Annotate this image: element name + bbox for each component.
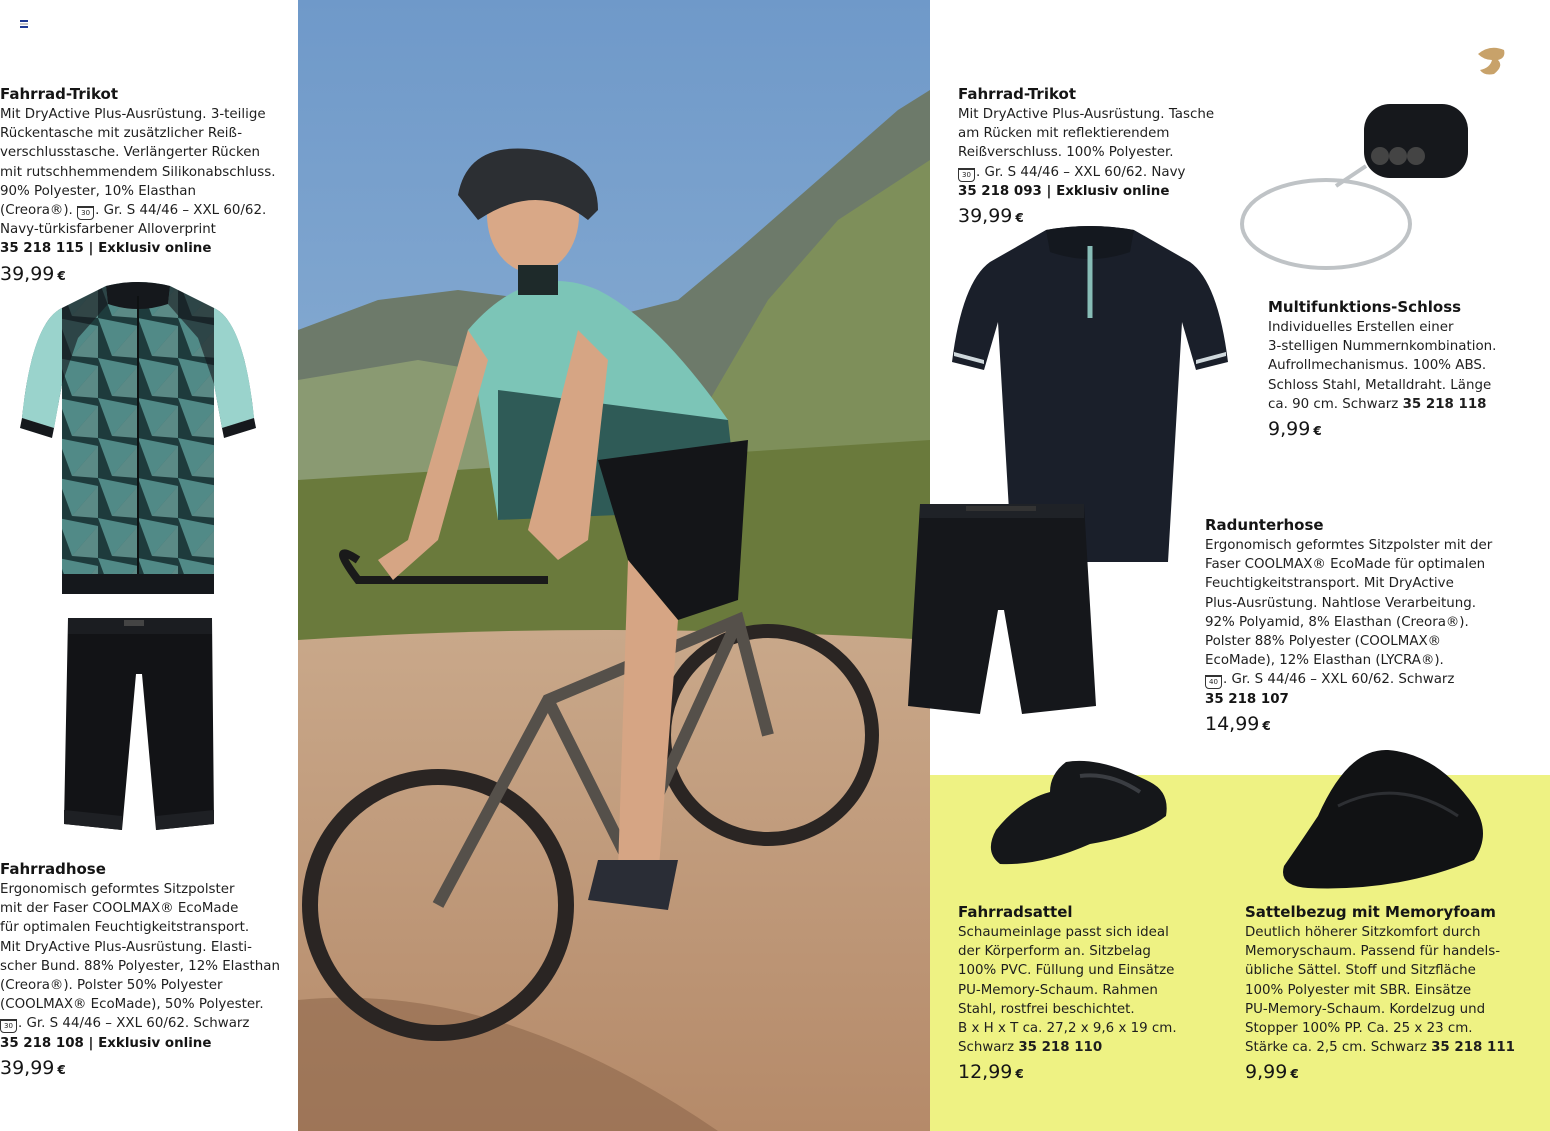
product-sattelbezug-memoryfoam [1245,903,1540,1083]
product-fahrrad-trikot-navy [958,85,1248,227]
product-fahrradsattel [958,903,1228,1083]
exclusive-online-label: Exklusiv online [1056,183,1170,199]
product-description: Mit DryActive Plus-Ausrüstung. Tasche am Rücken mit reflektierendem Reißverschluss. 100% Polyester. 30 . Gr. S 44/46 – XXL 60/62. Navy [958,107,1215,180]
exclusive-online-label: Exklusiv online [98,1035,212,1051]
washing-symbol-icon: 30 [958,168,975,182]
product-description: Ergonomisch geformtes Sitzpolster mit der Faser COOLMAX® EcoMade für optimalen Feuchtigkeitstransport. Mit DryActive Plus-Ausrüstung. Elasti- scher Bund. 88% Polyester, 12% Elasthan (Creora®). Polster 50% Polyester (COOLMAX® EcoMade), 50% Polyester. 30 . Gr. S 44/46 – XXL 60/62. Schwarz [0,882,280,1032]
washing-symbol-icon: 40 [1205,675,1222,689]
product-title: Sattelbezug mit Memoryfoam [1245,903,1496,921]
product-title: Radunterhose [1205,516,1324,534]
washing-symbol-icon: 30 [0,1019,17,1033]
product-fahrradhose [0,860,290,1079]
article-number: 35 218 110 [1018,1040,1103,1056]
article-number: 35 218 093 | Exklusiv online [958,183,1170,199]
language-flag-icon[interactable] [20,20,28,27]
product-description: Ergonomisch geformtes Sitzpolster mit der Faser COOLMAX® EcoMade für optimalen Feuchtigkeitstransport. Mit DryActive Plus-Ausrüstung. Nahtlose Verarbeitung. 92% Polyamid, 8% Elasthan (Creora®). Polster 88% Polyester (COOLMAX® EcoMade), 12% Elasthan (LYCRA®). 40 . Gr. S 44/46 – XXL 60/62. Schwarz [1205,538,1493,688]
memory-foam-saddle-cover-image [1278,746,1488,892]
price: 39,99 € [0,262,66,285]
bicycle-saddle-image [980,752,1172,872]
product-fahrrad-trikot-teal [0,85,290,285]
price: 9,99 € [1245,1061,1299,1084]
product-description: Schaumeinlage passt sich ideal der Körperform an. Sitzbelag 100% PVC. Füllung und Einsätze PU-Memory-Schaum. Rahmen Stahl, rostfrei beschichtet. B x H x T ca. 27,2 x 9,6 x 19 cm. Schwarz 35 218 110 [958,925,1177,1056]
padded-underpants-image [906,500,1098,718]
washing-symbol-icon: 30 [77,206,94,220]
combination-cable-lock-image [1238,96,1474,276]
product-title: Fahrrad-Trikot [0,85,119,103]
product-title: Fahrradsattel [958,903,1073,921]
cycling-shorts-black-image [62,614,217,834]
article-number: 35 218 115 | Exklusiv online [0,241,212,257]
price: 39,99 € [958,205,1024,228]
product-multifunktions-schloss [1268,298,1538,440]
tchibo-coffee-bean-logo-icon[interactable] [1470,40,1510,80]
price: 39,99 € [0,1056,66,1079]
cycling-jersey-teal-image [18,278,258,600]
price: 12,99 € [958,1061,1024,1084]
product-title: Fahrradhose [0,860,106,878]
product-title: Fahrrad-Trikot [958,85,1077,103]
product-description: Mit DryActive Plus-Ausrüstung. 3-teilige Rückentasche mit zusätzlicher Reiß- verschlusstasche. Verlängerter Rücken mit rutschhemmendem Silikonabschluss. 90% Polyester, 10% Elasthan (Creora®). 30 . Gr. S 44/46 – XXL 60/62. Navy-türkisfarbener Alloverprint [0,107,276,238]
article-number: 35 218 107 [1205,691,1289,707]
article-number: 35 218 111 [1431,1040,1515,1056]
cyclist-hero-photo [298,0,930,1131]
product-title: Multifunktions-Schloss [1268,298,1462,316]
product-radunterhose [1205,516,1535,735]
price: 9,99 € [1268,418,1322,441]
article-number: 35 218 108 | Exklusiv online [0,1035,212,1051]
exclusive-online-label: Exklusiv online [98,241,212,257]
product-description: Individuelles Erstellen einer 3-stelligen Nummernkombination. Aufrollmechanismus. 100% ABS. Schloss Stahl, Metalldraht. Länge ca. 90 cm. Schwarz 35 218 118 [1268,320,1497,412]
article-number: 35 218 118 [1402,396,1487,412]
price: 14,99 € [1205,712,1271,735]
product-description: Deutlich höherer Sitzkomfort durch Memoryschaum. Passend für handels- übliche Sättel. Stoff und Sitzfläche 100% Polyester mit SBR. Einsätze PU-Memory-Schaum. Kordelzug und Stopper 100% PP. Ca. 25 x 23 cm. Stärke ca. 2,5 cm. Schwarz 35 218 111 [1245,925,1515,1056]
